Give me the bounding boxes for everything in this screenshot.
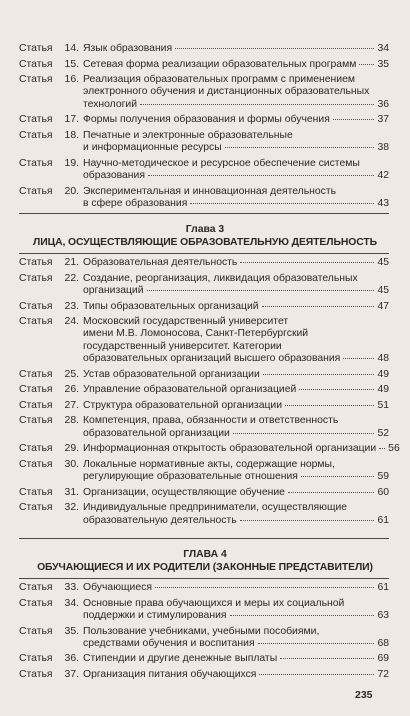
article-title (83, 502, 389, 527)
divider-rule (19, 578, 389, 579)
article-title-line: имени М.В. Ломоносова, Санкт-Петербургский (83, 328, 309, 340)
article-word: Статья (19, 384, 53, 396)
dot-leader (148, 175, 374, 176)
dot-leader (259, 674, 374, 675)
article-title (83, 59, 389, 71)
article-title-line: образовательной организации (83, 427, 230, 439)
dot-leader (343, 358, 374, 359)
article-title-line: поддержки и стимулирования (83, 609, 227, 621)
page-ref: 49 (377, 384, 389, 396)
divider-rule (19, 253, 389, 254)
divider-rule (19, 538, 389, 539)
toc-entry[interactable] (19, 301, 389, 313)
article-title (83, 415, 389, 440)
article-number: 28. (64, 415, 79, 427)
toc-entry[interactable] (19, 384, 389, 396)
article-number: 25. (64, 368, 79, 380)
article-title-line: электронного обучения и дистанционных образовательных (83, 86, 370, 98)
toc-entry[interactable] (19, 186, 389, 211)
page-ref: 45 (377, 284, 389, 296)
page-ref: 36 (377, 98, 389, 110)
article-title-line: Структура образовательной организации (83, 399, 283, 411)
article-title (83, 400, 389, 412)
article-title-line: Экспериментальная и инновационная деятельность (83, 185, 337, 197)
page-ref: 61 (377, 514, 389, 526)
article-word: Статья (19, 502, 53, 514)
article-title-line: Типы образовательных организаций (83, 300, 259, 312)
article-number: 35. (64, 625, 79, 637)
article-title-line: Печатные и электронные образовательные (83, 130, 293, 141)
dot-leader (240, 520, 375, 521)
article-number: 15. (64, 58, 79, 70)
toc-entry[interactable] (19, 443, 400, 455)
toc-entry[interactable] (19, 626, 389, 651)
article-number: 19. (64, 157, 79, 169)
article-title-line: государственный университет. Категории (83, 340, 282, 352)
dot-leader (379, 448, 385, 449)
divider-rule (19, 213, 389, 214)
article-title-line: средствами обучения и воспитания (83, 637, 255, 649)
article-word: Статья (19, 114, 53, 126)
article-title-line: Пользование учебниками, учебными пособиями, (83, 625, 320, 637)
chapter-3-label: Глава 3 (185, 224, 225, 235)
toc-entry[interactable] (19, 43, 389, 55)
article-number: 23. (64, 300, 79, 312)
article-title (83, 669, 389, 681)
dot-leader (240, 262, 374, 263)
page-ref: 72 (377, 669, 389, 680)
article-word: Статья (19, 58, 53, 70)
article-title-line: технологий (83, 98, 138, 110)
toc-entry[interactable] (19, 459, 389, 484)
toc-entry[interactable] (19, 400, 389, 412)
article-title-line: Научно-методическое и ресурсное обеспечение системы (83, 157, 360, 169)
page-ref: 48 (377, 352, 389, 364)
article-title-line: Компетенция, права, обязанности и ответственность (83, 415, 339, 427)
article-title (83, 273, 389, 298)
page-ref: 35 (377, 58, 389, 70)
toc-entry[interactable] (19, 158, 389, 183)
page-ref: 51 (377, 399, 389, 411)
article-title (83, 369, 389, 381)
article-title (83, 301, 389, 313)
article-number: 27. (64, 399, 79, 411)
article-word: Статья (19, 597, 53, 609)
article-title (83, 653, 389, 665)
toc-entry[interactable] (19, 257, 389, 269)
page-ref: 59 (377, 471, 389, 483)
dot-leader (225, 147, 375, 148)
article-title-line: Организация питания обучающихся (83, 669, 257, 680)
article-title-line: организаций (83, 284, 144, 296)
chapter-4-label: ГЛАВА 4 (183, 549, 227, 560)
article-title (83, 43, 389, 55)
article-number: 18. (64, 130, 79, 141)
article-word: Статья (19, 300, 53, 312)
page-ref: 47 (377, 300, 389, 312)
article-word: Статья (19, 399, 53, 411)
article-title-line: Московский государственный университет (83, 316, 289, 328)
article-title-line: Локальные нормативные акты, содержащие нормы, (83, 458, 335, 470)
article-title (83, 257, 389, 269)
article-number: 17. (64, 114, 79, 126)
page-ref: 49 (377, 368, 389, 380)
article-word: Статья (19, 653, 53, 665)
toc-entry[interactable] (19, 114, 389, 126)
article-title-line: Основные права обучающихся и меры их социальной (83, 597, 345, 609)
article-title-line: регулирующие образовательные отношения (83, 471, 298, 483)
article-title (83, 130, 389, 155)
article-title-line: и информационные ресурсы (83, 142, 222, 154)
article-title (83, 443, 400, 455)
toc-entry[interactable] (19, 653, 389, 665)
article-title-line: Реализация образовательных программ с применением (83, 74, 356, 86)
article-number: 24. (64, 316, 79, 328)
page-number: 235 (355, 689, 373, 701)
article-title (83, 384, 389, 396)
article-title (83, 487, 389, 499)
article-title-line: Устав образовательной организации (83, 368, 260, 380)
article-title-line: Сетевая форма реализации образовательных программ (83, 58, 357, 70)
article-title (83, 114, 389, 126)
chapter-4-title: ОБУЧАЮЩИЕСЯ И ИХ РОДИТЕЛИ (ЗАКОННЫЕ ПРЕДСТАВИТЕЛИ) (37, 562, 373, 573)
toc-entry[interactable] (19, 669, 389, 681)
article-title-line: образовательных организаций высшего образования (83, 352, 341, 364)
article-word: Статья (19, 625, 53, 637)
article-word: Статья (19, 272, 53, 284)
page-ref: 45 (377, 257, 389, 268)
article-word: Статья (19, 316, 53, 328)
page-ref: 61 (377, 582, 389, 593)
article-word: Статья (19, 415, 53, 427)
article-number: 14. (64, 43, 79, 54)
article-number: 36. (64, 653, 79, 665)
dot-leader (190, 203, 374, 204)
article-number: 21. (64, 257, 79, 268)
article-title (83, 158, 389, 183)
article-number: 37. (64, 669, 79, 680)
dot-leader (263, 374, 375, 375)
article-title (83, 186, 389, 211)
article-word: Статья (19, 458, 53, 470)
article-number: 32. (64, 502, 79, 514)
article-title-line: Обучающиеся (83, 582, 152, 593)
page-ref: 43 (377, 198, 389, 210)
article-word: Статья (19, 582, 53, 593)
page-ref: 34 (377, 43, 389, 54)
dot-leader (175, 48, 374, 49)
article-word: Статья (19, 486, 53, 498)
article-number: 30. (64, 458, 79, 470)
article-title-line: Стипендии и другие денежные выплаты (83, 653, 278, 665)
toc-entry[interactable] (19, 316, 389, 365)
article-title-line: Организации, осуществляющие обучение (83, 486, 285, 498)
article-word: Статья (19, 443, 53, 455)
article-title (83, 316, 389, 365)
dot-leader (280, 658, 374, 659)
article-title-line: Информационная открытость образовательной организации (83, 443, 377, 455)
page-ref: 56 (388, 443, 400, 455)
dot-leader (147, 290, 375, 291)
toc-entry[interactable] (19, 598, 389, 623)
page-ref: 60 (377, 486, 389, 498)
article-word: Статья (19, 185, 53, 197)
dot-leader (299, 389, 374, 390)
article-number: 31. (64, 486, 79, 498)
article-number: 20. (64, 185, 79, 197)
dot-leader (233, 433, 375, 434)
chapter-3-title: ЛИЦА, ОСУЩЕСТВЛЯЮЩИЕ ОБРАЗОВАТЕЛЬНУЮ ДЕЯТЕЛЬНОСТЬ (33, 237, 377, 248)
toc-entry[interactable] (19, 487, 389, 499)
article-title-line: в сфере образования (83, 198, 188, 210)
article-title-line: Формы получения образования и формы обучения (83, 114, 330, 126)
toc-entry[interactable] (19, 273, 389, 298)
page-ref: 37 (377, 114, 389, 126)
article-word: Статья (19, 74, 53, 86)
page-ref: 38 (377, 142, 389, 154)
dot-leader (285, 405, 374, 406)
dot-leader (288, 492, 374, 493)
article-word: Статья (19, 130, 53, 141)
article-word: Статья (19, 43, 53, 54)
dot-leader (155, 587, 374, 588)
article-word: Статья (19, 257, 53, 268)
dot-leader (230, 615, 375, 616)
article-title (83, 459, 389, 484)
article-title (83, 598, 389, 623)
article-title-line: Создание, реорганизация, ликвидация образовательных (83, 272, 358, 284)
toc-entry[interactable] (19, 369, 389, 381)
dot-leader (258, 643, 375, 644)
dot-leader (301, 476, 375, 477)
toc-entry[interactable] (19, 502, 389, 527)
toc-entry[interactable] (19, 415, 389, 440)
page-ref: 42 (377, 170, 389, 182)
page-ref: 63 (377, 609, 389, 621)
article-word: Статья (19, 368, 53, 380)
article-number: 33. (64, 582, 79, 593)
toc-entry[interactable] (19, 59, 389, 71)
dot-leader (262, 306, 375, 307)
page-ref: 68 (377, 637, 389, 649)
article-title-line: образовательную деятельность (83, 514, 237, 526)
article-title-line: Индивидуальные предприниматели, осуществляющие (83, 502, 348, 514)
dot-leader (140, 104, 374, 105)
toc-entry[interactable] (19, 74, 389, 111)
article-word: Статья (19, 669, 53, 680)
article-number: 29. (64, 443, 79, 455)
page-ref: 69 (377, 653, 389, 665)
dot-leader (359, 64, 374, 65)
toc-entry[interactable] (19, 130, 389, 155)
article-number: 26. (64, 384, 79, 396)
article-title (83, 626, 389, 651)
article-title (83, 582, 389, 594)
article-title-line: образования (83, 170, 145, 182)
article-title-line: Язык образования (83, 43, 173, 54)
article-title-line: Управление образовательной организацией (83, 384, 297, 396)
article-title-line: Образовательная деятельность (83, 257, 238, 268)
article-word: Статья (19, 157, 53, 169)
page-ref: 52 (377, 427, 389, 439)
dot-leader (333, 119, 375, 120)
article-number: 22. (64, 272, 79, 284)
toc-entry[interactable] (19, 582, 389, 594)
article-title (83, 74, 389, 111)
article-number: 34. (64, 597, 79, 609)
article-number: 16. (64, 74, 79, 86)
